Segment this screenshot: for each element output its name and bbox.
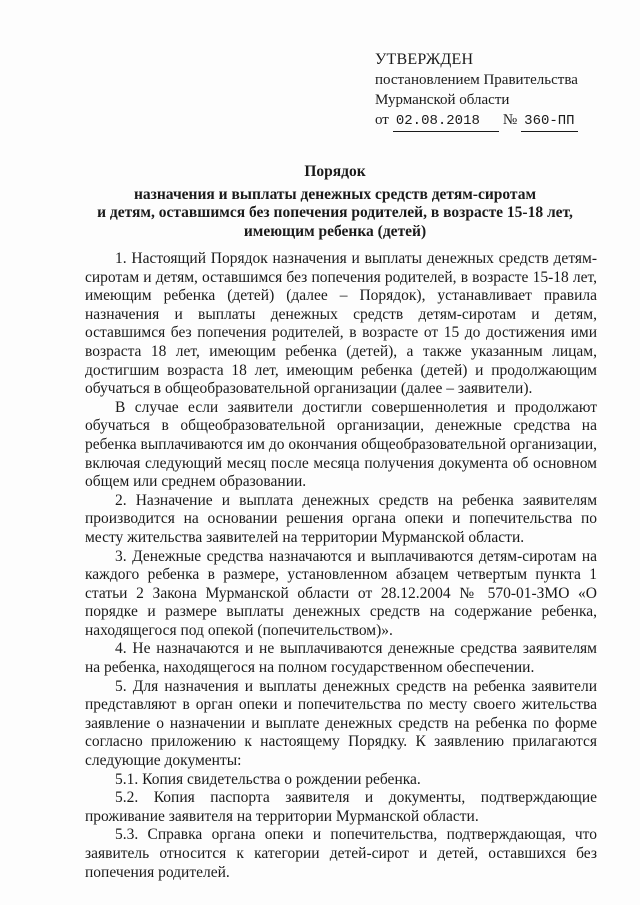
title-line-1: назначения и выплаты денежных средств детям-сиротам — [133, 185, 537, 203]
approval-heading: УТВЕРЖДЕН — [375, 51, 474, 68]
title-heading: Порядок — [304, 163, 366, 180]
paragraph-5-1: 5.1. Копия свидетельства о рождении ребенка. — [115, 770, 421, 788]
approval-stamp — [375, 50, 615, 132]
paragraph-1: 1. Настоящий Порядок назначения и выплаты денежных средств детям-сиротам и детям, оставшимся без попечения родителей, в возрасте 15-18 лет, имеющим ребенка (детей) (далее – Порядок), устанавливает правила назначения и выплаты денежных средств детям-сиротам и детям, оставшимся без попечения родителей, в возрасте от 15 до достижения ими возраста 18 лет, имеющим ребенка (детей), а также указанным лицам, достигшим возраста 18 лет, имеющим ребенка (детей) и продолжающим обучаться в общеобразовательной организации (далее – заявители). — [85, 250, 597, 398]
title-line-2: и детям, оставшимся без попечения родителей, в возрасте 15-18 лет, — [97, 204, 573, 221]
document-body — [85, 250, 597, 882]
document-title — [70, 163, 600, 241]
paragraph-2: 2. Назначение и выплата денежных средств на ребенка заявителям производится на основании решения органа опеки и попечительства по месту жительства заявителей на территории Мурманской области. — [85, 491, 597, 546]
approval-date: 02.08.2018 — [393, 111, 499, 132]
approval-line-1: постановлением Правительства — [375, 72, 578, 88]
paragraph-3: 3. Денежные средства назначаются и выплачиваются детям-сиротам на каждого ребенка в размере, установленном абзацем четвертым пункта 1 статьи 2 Закона Мурманской области от 28.12.2004 № 570-01-ЗМО «О порядке и размере выплаты денежных средств на содержание ребенка, находящегося под опекой (попечительством)». — [85, 547, 597, 639]
paragraph-5-3: 5.3. Справка органа опеки и попечительства, подтверждающая, что заявитель относится к категории детей-сирот и детей, оставшихся без попечения родителей. — [85, 826, 597, 881]
approval-date-line — [375, 110, 615, 132]
approval-line-2: Мурманской области — [375, 92, 510, 108]
paragraph-4: 4. Не назначаются и не выплачиваются денежные средства заявителям на ребенка, находящегося на полном государственном обеспечении. — [85, 640, 597, 677]
paragraph-5: 5. Для назначения и выплаты денежных средств на ребенка заявители представляют в орган опеки и попечительства по месту своего жительства заявление о назначении и выплате денежных средств на ребенка по форме согласно приложению к настоящему Порядку. К заявлению прилагаются следующие документы: — [85, 677, 597, 770]
number-prefix: № — [502, 112, 518, 128]
date-prefix: от — [375, 112, 389, 128]
title-line-3: имеющим ребенка (детей) — [243, 222, 427, 240]
paragraph-1-note: В случае если заявители достигли совершеннолетия и продолжают обучаться в общеобразовательной организации, денежные средства на ребенка выплачиваются им до окончания общеобразовательной организации, включая следующий месяц после месяца получения документа об основном общем или среднем образовании. — [85, 398, 598, 491]
paragraph-5-2: 5.2. Копия паспорта заявителя и документы, подтверждающие проживание заявителя на территории Мурманской области. — [85, 789, 597, 825]
approval-number: 360-ПП — [521, 111, 577, 132]
